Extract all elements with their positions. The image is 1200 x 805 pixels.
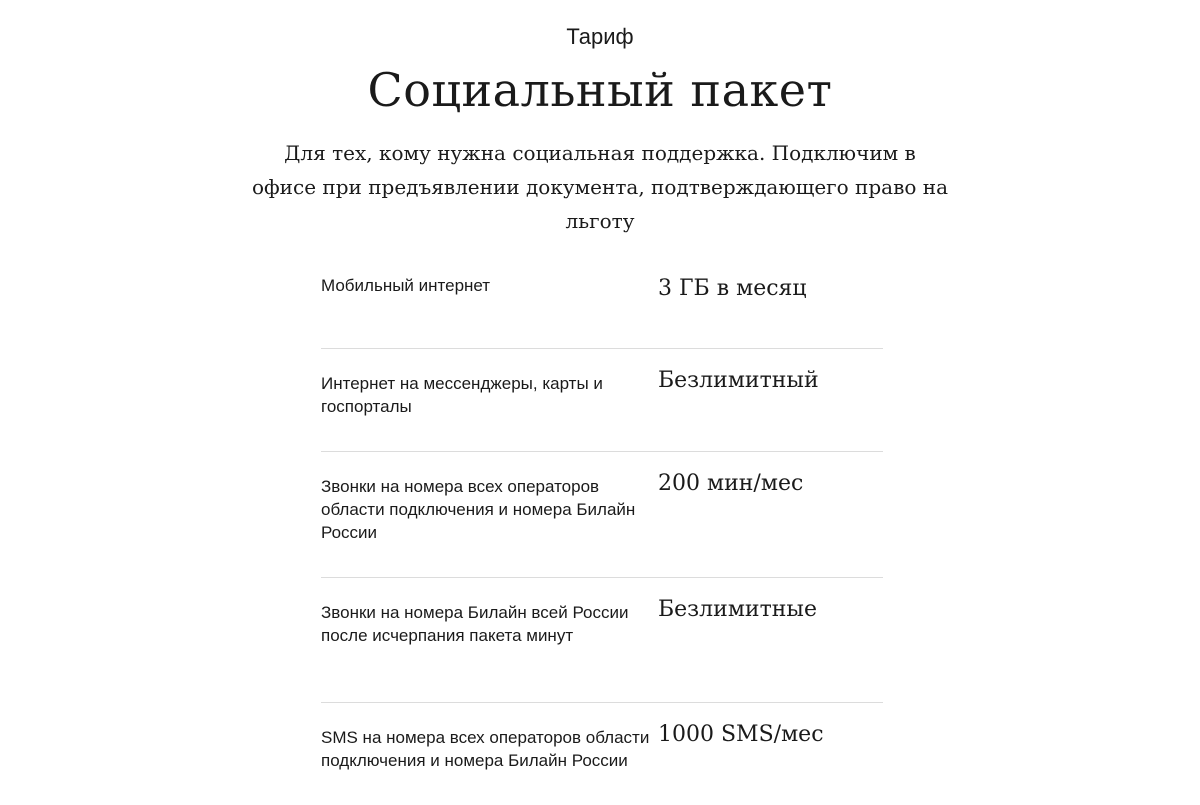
feature-row-messenger-internet <box>321 349 883 452</box>
feature-label: Звонки на номера всех операторов области подключения и номера Билайн России <box>321 477 636 542</box>
feature-value: Безлимитные <box>658 597 817 622</box>
tariff-eyebrow: Тариф <box>566 24 634 49</box>
tariff-title: Социальный пакет <box>367 63 833 117</box>
feature-row-calls-beeline <box>321 578 883 703</box>
feature-label: SMS на номера всех операторов области подключения и номера Билайн России <box>321 728 650 770</box>
feature-value: 1000 SMS/мес <box>658 722 824 747</box>
feature-label: Интернет на мессенджеры, карты и госпорталы <box>321 374 603 416</box>
feature-row-calls-all-operators <box>321 452 883 578</box>
features-list <box>321 258 883 805</box>
feature-value: Безлимитный <box>658 368 819 393</box>
feature-label: Звонки на номера Билайн всей России после исчерпания пакета минут <box>321 603 629 645</box>
feature-value: 3 ГБ в месяц <box>658 276 807 301</box>
feature-row-sms <box>321 703 883 805</box>
feature-value: 200 мин/мес <box>658 471 804 496</box>
feature-label: Мобильный интернет <box>321 276 491 295</box>
feature-row-mobile-internet <box>321 258 883 349</box>
tariff-subtitle: Для тех, кому нужна социальная поддержка. Подключим в офисе при предъявлении документа, подтверждающего право на льготу <box>251 141 949 233</box>
